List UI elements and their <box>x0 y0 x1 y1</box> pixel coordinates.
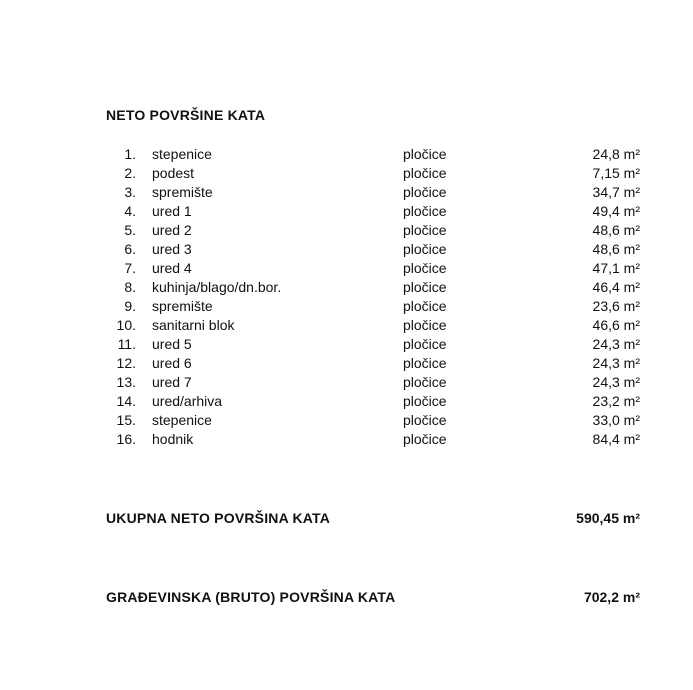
page-title: NETO POVRŠINE KATA <box>106 107 266 123</box>
table-row <box>0 354 693 373</box>
gross-total-row <box>0 587 693 607</box>
table-row <box>0 335 693 354</box>
room-material: pločice <box>403 279 447 295</box>
row-number: 15. <box>116 412 136 428</box>
row-number: 4. <box>124 203 136 219</box>
table-row <box>0 430 693 449</box>
room-area: 47,1 m² <box>592 260 640 276</box>
room-material: pločice <box>403 260 447 276</box>
row-number: 9. <box>124 298 136 314</box>
net-total-row <box>0 508 693 528</box>
room-area: 49,4 m² <box>592 203 640 219</box>
room-area: 48,6 m² <box>592 241 640 257</box>
table-row <box>0 297 693 316</box>
room-area: 23,2 m² <box>592 393 640 409</box>
room-area: 33,0 m² <box>592 412 640 428</box>
room-area: 34,7 m² <box>592 184 640 200</box>
room-material: pločice <box>403 146 447 162</box>
room-material: pločice <box>403 184 447 200</box>
row-number: 7. <box>124 260 136 276</box>
room-material: pločice <box>403 336 447 352</box>
room-name: ured 4 <box>152 260 192 276</box>
row-number: 11. <box>117 336 136 352</box>
room-name: podest <box>152 165 195 181</box>
table-row <box>0 221 693 240</box>
room-area: 46,6 m² <box>592 317 640 333</box>
room-name: kuhinja/blago/dn.bor. <box>152 279 282 295</box>
room-area: 46,4 m² <box>592 279 640 295</box>
row-number: 2. <box>124 165 136 181</box>
room-material: pločice <box>403 298 447 314</box>
gross-total-label: GRAĐEVINSKA (BRUTO) POVRŠINA KATA <box>106 589 396 605</box>
room-area: 7,15 m² <box>592 165 640 181</box>
table-row <box>0 259 693 278</box>
room-material: pločice <box>403 165 447 181</box>
room-name: hodnik <box>152 431 194 447</box>
table-row <box>0 373 693 392</box>
room-list <box>0 145 693 449</box>
room-material: pločice <box>403 203 447 219</box>
row-number: 8. <box>124 279 136 295</box>
room-area: 24,3 m² <box>592 374 640 390</box>
room-name: stepenice <box>152 146 212 162</box>
row-number: 1. <box>124 146 136 162</box>
room-material: pločice <box>403 241 447 257</box>
row-number: 16. <box>116 431 136 447</box>
room-material: pločice <box>403 431 447 447</box>
row-number: 5. <box>124 222 136 238</box>
room-name: ured 5 <box>152 336 192 352</box>
room-area: 24,3 m² <box>592 355 640 371</box>
table-row <box>0 183 693 202</box>
room-name: sanitarni blok <box>152 317 235 333</box>
room-name: spremište <box>152 298 213 314</box>
room-name: spremište <box>152 184 213 200</box>
table-row <box>0 392 693 411</box>
room-name: ured 3 <box>152 241 192 257</box>
room-name: ured 7 <box>152 374 192 390</box>
room-material: pločice <box>403 412 447 428</box>
table-row <box>0 411 693 430</box>
net-total-label: UKUPNA NETO POVRŠINA KATA <box>106 510 331 526</box>
row-number: 13. <box>116 374 136 390</box>
room-material: pločice <box>403 393 447 409</box>
room-name: stepenice <box>152 412 212 428</box>
room-area: 24,3 m² <box>592 336 640 352</box>
room-name: ured 2 <box>152 222 192 238</box>
room-name: ured/arhiva <box>152 393 223 409</box>
row-number: 14. <box>116 393 136 409</box>
room-material: pločice <box>403 355 447 371</box>
net-total-value: 590,45 m² <box>576 510 640 526</box>
gross-total-value: 702,2 m² <box>583 589 640 605</box>
room-area: 84,4 m² <box>592 431 640 447</box>
room-material: pločice <box>403 222 447 238</box>
row-number: 6. <box>124 241 136 257</box>
table-row <box>0 145 693 164</box>
row-number: 3. <box>124 184 136 200</box>
table-row <box>0 240 693 259</box>
table-row <box>0 202 693 221</box>
table-row <box>0 316 693 335</box>
table-row <box>0 278 693 297</box>
room-material: pločice <box>403 317 447 333</box>
room-name: ured 1 <box>152 203 192 219</box>
row-number: 10. <box>116 317 136 333</box>
room-area: 24,8 m² <box>592 146 640 162</box>
table-row <box>0 164 693 183</box>
room-area: 48,6 m² <box>592 222 640 238</box>
room-name: ured 6 <box>152 355 192 371</box>
room-area: 23,6 m² <box>592 298 640 314</box>
row-number: 12. <box>116 355 136 371</box>
room-material: pločice <box>403 374 447 390</box>
